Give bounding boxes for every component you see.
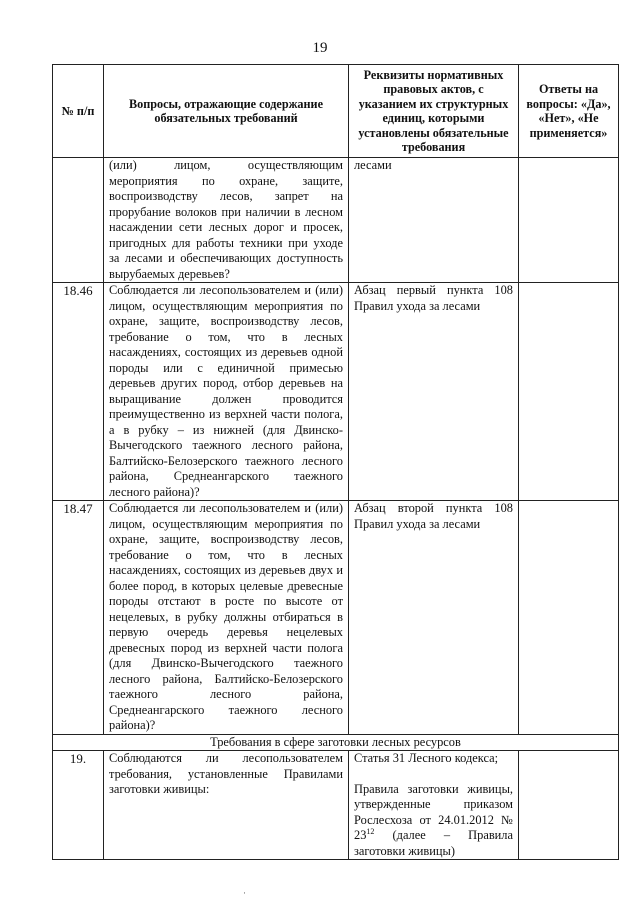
row-num bbox=[53, 158, 104, 283]
requirements-table bbox=[52, 64, 619, 860]
row-answer[interactable] bbox=[519, 283, 619, 501]
table-row bbox=[53, 158, 619, 283]
row-question: Соблюдается ли лесопользователем и (или) лицом, осуществляющим мероприятия по охране, защите, воспроизводству лесов, требование о том, что в лесных насаждениях, состоящих из деревьев одной породы или с единичной примесью деревьев других пород, отбор деревьев на выращивание должен проводится преимущественно из верхней части полога, а в рубку – из нижней (для Двинско-Вычегодского таежного лесного района, Балтийско-Белозерского таежного лесного района, Среднеангарского таежного лесного района)? bbox=[104, 283, 349, 501]
section-title: Требования в сфере заготовки лесных ресурсов bbox=[53, 734, 619, 751]
row-num: 18.46 bbox=[53, 283, 104, 501]
table-row bbox=[53, 501, 619, 735]
row-answer[interactable] bbox=[519, 158, 619, 283]
row-question: (или) лицом, осуществляющим мероприятия по охране, защите, воспроизводству лесов, запрет на прорубание волоков при наличии в лесном насаждении сети лесных дорог и просек, пригодных для работы техники при уходе за лесами и обеспечивающих доступность вырубаемых деревьев? bbox=[104, 158, 349, 283]
row-num: 19. bbox=[53, 751, 104, 860]
row-num: 18.47 bbox=[53, 501, 104, 735]
row-question: Соблюдаются ли лесопользователем требования, установленные Правилами заготовки живицы: bbox=[104, 751, 349, 860]
table-header-row bbox=[53, 65, 619, 158]
reference-text-b: (далее – Правила заготовки живицы) bbox=[354, 828, 513, 858]
footnote-marker: 12 bbox=[366, 826, 375, 836]
row-answer[interactable] bbox=[519, 751, 619, 860]
header-answer: Ответы на вопросы: «Да», «Нет», «Не применяется» bbox=[519, 65, 619, 158]
row-reference: Абзац первый пункта 108 Правил ухода за лесами bbox=[349, 283, 519, 501]
header-reference: Реквизиты нормативных правовых актов, с указанием их структурных единиц, которыми установлены обязательные требования bbox=[349, 65, 519, 158]
header-num: № п/п bbox=[53, 65, 104, 158]
row-reference: лесами bbox=[349, 158, 519, 283]
table-row bbox=[53, 751, 619, 860]
reference-text-a: Правила заготовки живицы, утвержденные приказом Рослесхоза от 24.01.2012 № 23 bbox=[354, 781, 513, 842]
section-row bbox=[53, 734, 619, 751]
row-reference bbox=[349, 751, 519, 860]
row-question: Соблюдается ли лесопользователем и (или) лицом, осуществляющим мероприятия по охране, защите, воспроизводству лесов, требование о том, что в лесных насаждениях, состоящих из деревьев двух и более пород, в которых целевые древесные породы отстают в росте по высоте от нецелевых, в рубку должны отбираться в первую очередь деревья нецелевых древесных пород из верхней части полога (для Двинско-Вычегодского таежного лесного района, Балтийско-Белозерского таежного лесного района, Среднеангарского таежного лесного района)? bbox=[104, 501, 349, 735]
row-answer[interactable] bbox=[519, 501, 619, 735]
reference-line-2 bbox=[354, 782, 513, 860]
table-row bbox=[53, 283, 619, 501]
header-question: Вопросы, отражающие содержание обязательных требований bbox=[104, 65, 349, 158]
row-reference: Абзац второй пункта 108 Правил ухода за лесами bbox=[349, 501, 519, 735]
reference-line-1: Статья 31 Лесного кодекса; bbox=[354, 751, 499, 765]
footer-mark: · bbox=[243, 888, 246, 898]
page-number: 19 bbox=[312, 40, 328, 56]
